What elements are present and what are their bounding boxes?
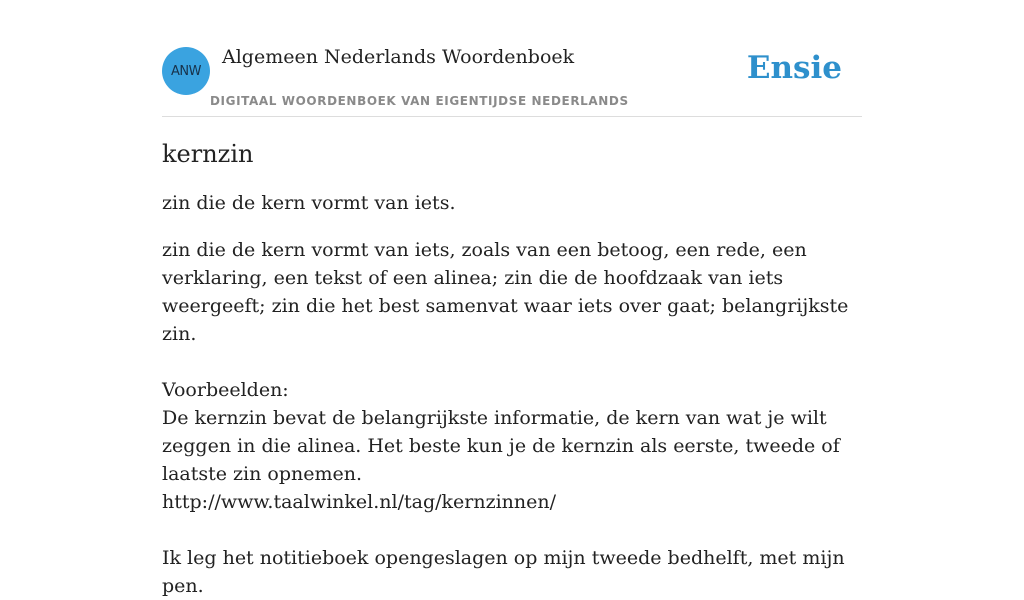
- examples-label: Voorbeelden:: [162, 379, 289, 401]
- example-text: De kernzin bevat de belangrijkste informatie, de kern van wat je wilt zeggen in die alinea. Het beste kun je de kernzin als eerste, tweede of laatste zin opnemen.: [162, 407, 840, 485]
- example-text: Ik leg het notitieboek opengeslagen op mijn tweede bedhelft, met mijn pen.: [162, 547, 845, 597]
- entry-headword: kernzin: [162, 140, 254, 168]
- ensie-brand-link[interactable]: Ensie: [746, 50, 842, 86]
- spacer: [162, 348, 862, 376]
- anw-logo-text: ANW: [171, 63, 201, 79]
- long-definition: zin die de kern vormt van iets, zoals van een betoog, een rede, een verklaring, een tekst of een alinea; zin die de hoofdzaak van iets weergeeft; zin die het best samenvat waar iets over gaat; belangrijkste zin.: [162, 239, 849, 345]
- site-header: [162, 40, 862, 117]
- example-source-link[interactable]: http://www.taalwinkel.nl/tag/kernzinnen/: [162, 491, 557, 513]
- entry-content: [162, 137, 862, 600]
- spacer: [162, 516, 862, 544]
- site-subtitle: DIGITAAL WOORDENBOEK VAN EIGENTIJDSE NEDERLANDS: [210, 94, 629, 108]
- site-title[interactable]: Algemeen Nederlands Woordenboek: [222, 46, 575, 68]
- anw-logo[interactable]: [162, 47, 210, 95]
- short-definition: zin die de kern vormt van iets.: [162, 192, 456, 214]
